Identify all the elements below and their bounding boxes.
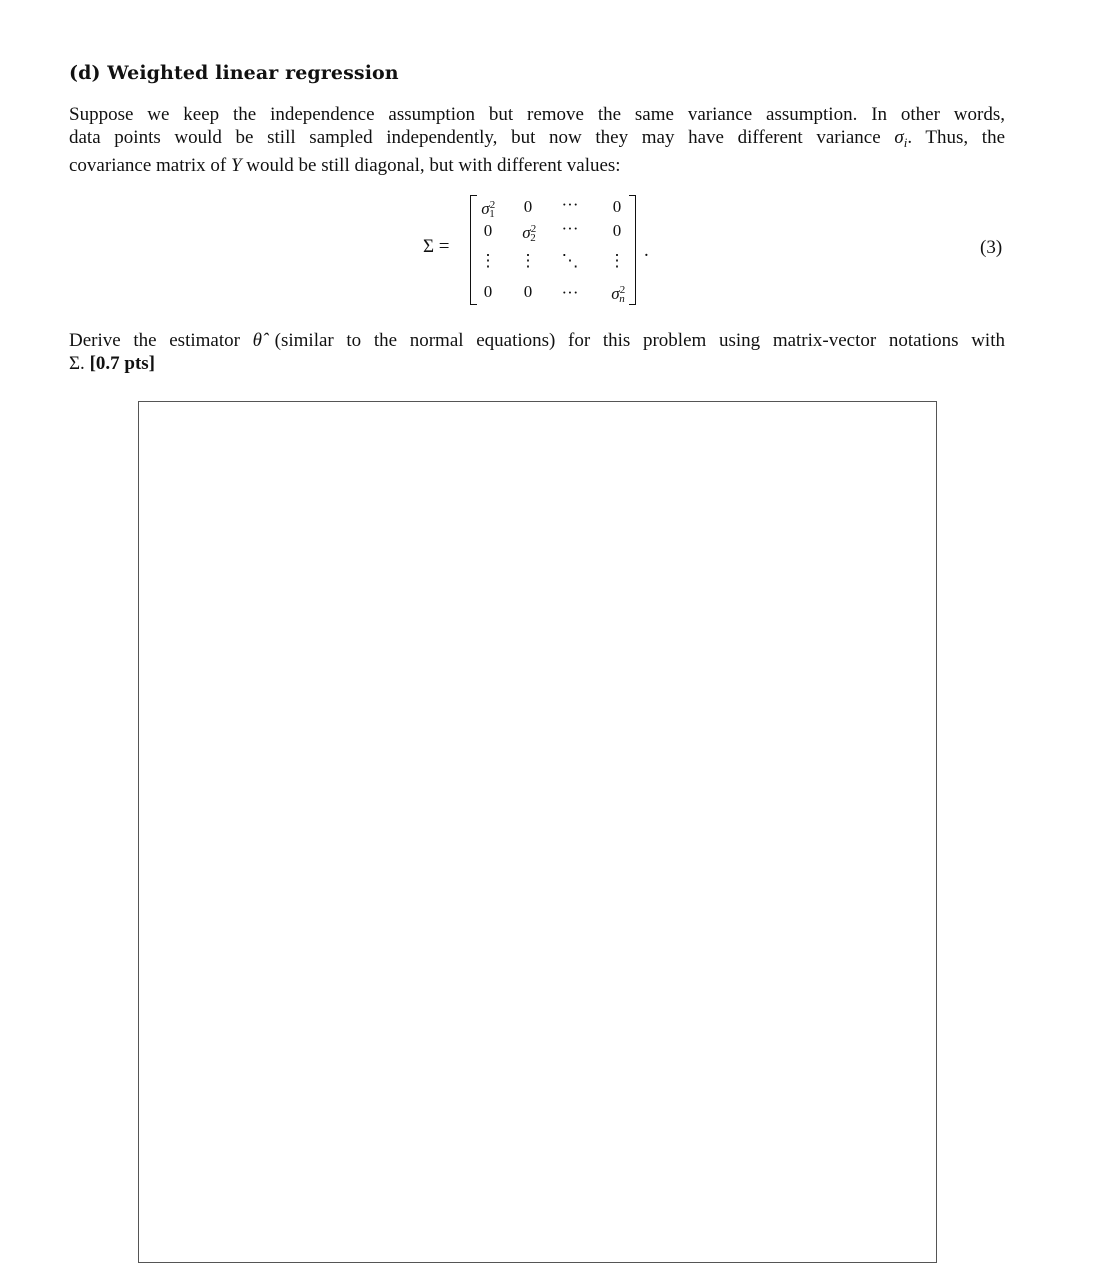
instruction-line-2 [69,352,1005,375]
task-instruction [69,329,1005,375]
text-fragment: . Thus, the [907,127,1005,148]
text-fragment: (similar to the normal equations) for this problem using matrix-vector notations with [261,330,1005,351]
points-label: [0.7 pts] [89,353,156,374]
text-fragment: Derive the estimator [69,330,253,351]
variable-y: Y [230,155,242,176]
problem-description [69,103,1005,177]
description-line-1: Suppose we keep the independence assumption but remove the same variance assumption. In other words, [69,104,1005,125]
text-fragment: Σ. [69,353,90,374]
matrix-cell-4-3: ··· [561,283,579,302]
equation-number: (3) [980,237,1003,258]
sigma: σ [522,223,531,242]
matrix-cell-1-3: ··· [561,195,579,214]
matrix-cell-1-4: 0 [612,197,622,216]
matrix-cell-3-4: ⋮ [608,251,626,270]
text-fragment: covariance matrix of [69,155,231,176]
matrix-cell-1-1 [473,195,503,224]
exponent: 2 [619,284,626,296]
exponent: 2 [489,199,496,211]
exponent: 2 [530,223,537,235]
sigma-symbol: σ [894,127,904,148]
text-fragment: would be still diagonal, but with different values: [241,155,621,176]
matrix-cell-2-4: 0 [612,221,622,240]
theta-hat-symbol: θ̂ [252,330,262,351]
matrix-cell-3-2: ⋮ [519,251,537,270]
sigma: σ [611,284,620,303]
description-line-2 [69,126,1005,154]
covariance-matrix [470,195,636,305]
sigma-subscript: i [903,135,908,150]
matrix-cell-2-2 [514,219,544,248]
text-fragment: data points would be still sampled independently, but now they may have different variance [69,127,895,148]
description-line-3 [69,154,1005,177]
subscript: n [619,293,625,305]
matrix-cell-2-3: ··· [561,219,579,238]
matrix-cell-4-4 [603,280,633,309]
instruction-line-1 [69,329,1005,352]
sigma: σ [481,199,490,218]
subscript: 2 [530,232,536,244]
equation-lhs: Σ = [423,236,450,257]
answer-box[interactable] [138,401,937,1263]
section-heading: (d) Weighted linear regression [69,62,399,84]
matrix-cell-4-1: 0 [483,282,493,301]
matrix-cell-2-1: 0 [483,221,493,240]
matrix-cell-3-1: ⋮ [479,251,497,270]
matrix-cell-4-2: 0 [523,282,533,301]
subscript: 1 [489,208,495,220]
matrix-cell-3-3: ⋱ [561,251,579,270]
matrix-cell-1-2: 0 [523,197,533,216]
equation-period: . [644,240,649,261]
